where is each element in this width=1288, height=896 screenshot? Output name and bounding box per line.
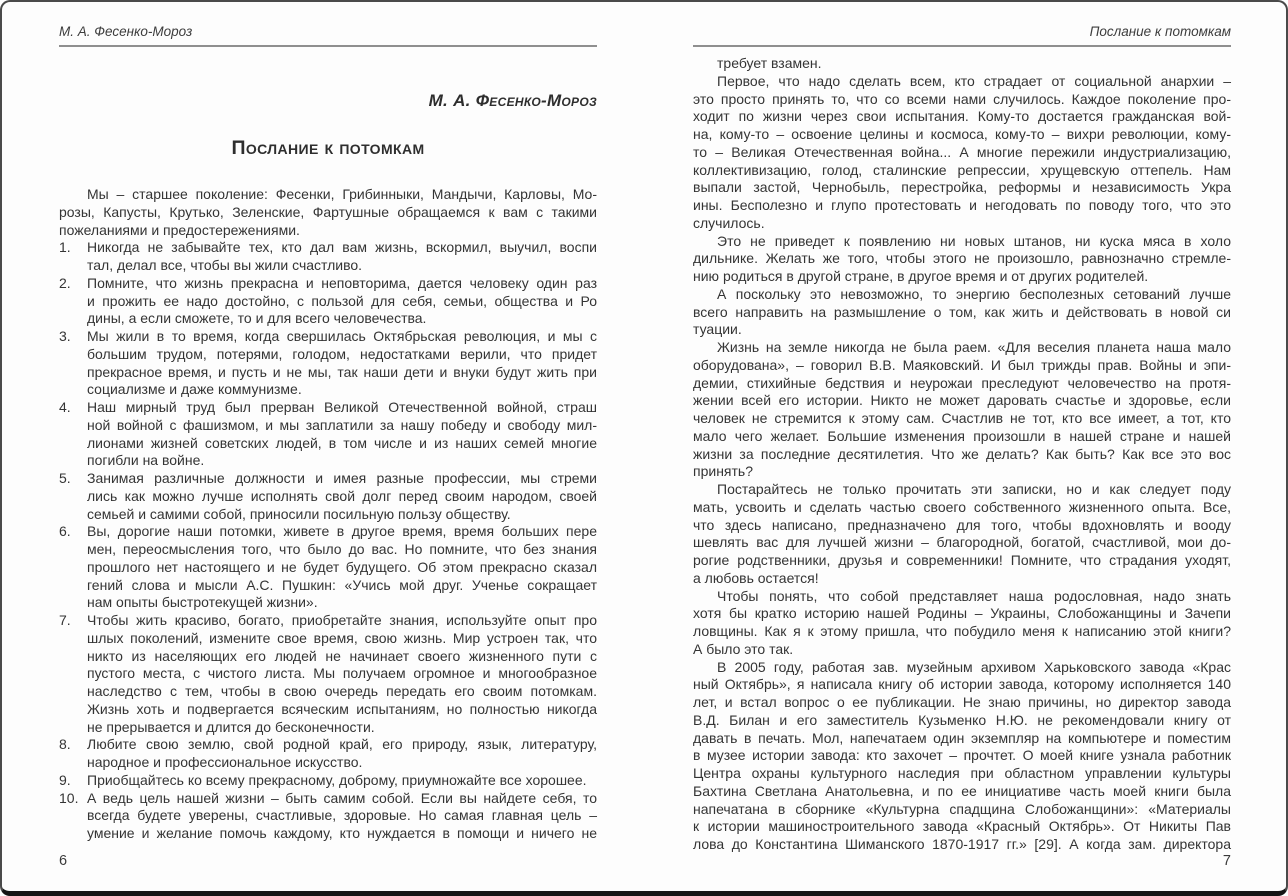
list-item-number: 6. <box>59 523 71 540</box>
list-item-number: 2. <box>59 274 71 291</box>
text-line: коллективизацию, голод, сталинские репрессии, хрущевскую оттепель. Нам <box>693 161 1231 178</box>
text-line: требует взамен. <box>717 55 822 71</box>
text-line: Жизнь хоть и подвергается всяческим испытаниям, но полностью никогда <box>87 700 597 717</box>
text-line: демии, стихийные бедствия и неурожаи преследуют человечество на протя- <box>693 374 1231 391</box>
text-line: А поскольку это невозможно, то энергию бесполезных сетований лучше <box>717 285 1231 302</box>
text-line: социализме и даже коммунизме. <box>87 381 302 398</box>
text-line: пожеланиями и предостережениями. <box>59 221 300 238</box>
text-line: лись как можно лучше исполнять свой долг перед своим народом, своей <box>87 487 597 504</box>
text-line: Постарайтесь не только прочитать эти записки, но и как следует поду <box>717 481 1231 497</box>
text-line: ходит по жизни через свои испытания. Кому-то достается гражданская вой- <box>693 108 1231 125</box>
text-line: а любовь остается! <box>693 569 819 586</box>
text-line: ины. Бесполезно и глупо протестовать и негодовать по поводу того, что это <box>693 197 1231 213</box>
text-line: жизни за последние десятилетия. Что же делать? Как быть? Как все это вос <box>693 445 1231 462</box>
text-line: хотя бы кратко историю нашей Родины – Украины, Слобожанщины и Зачепи <box>693 605 1231 622</box>
text-line: ной войной с фашизмом, и мы заплатили за нашу победу и свободу мил- <box>87 416 597 433</box>
text-line: А ведь цель нашей жизни – быть самим собой. Если вы найдете себя, то <box>87 789 597 806</box>
list-item <box>59 736 597 772</box>
page-left <box>2 2 644 891</box>
text-line: Чтобы понять, что собой представляет наша родословная, надо знать <box>717 587 1231 604</box>
text-line: А было это так. <box>693 640 794 657</box>
list-item-number: 7. <box>59 612 71 628</box>
list-item-number: 10. <box>59 789 79 806</box>
text-line: всегда будете уверены, счастливые, здоровые. Но самая главная цель – <box>87 807 597 824</box>
list-item-number: 1. <box>59 239 71 256</box>
text-line: прошлого нет настоящего и не будет будущего. Об этом прекрасно сказал <box>87 558 597 575</box>
text-line: Наш мирный труд был прерван Великой Отечественной войной, страш <box>87 399 597 415</box>
text-line: мен, переосмысления того, что было до вас. Но помните, что без знания <box>87 541 597 557</box>
text-line: наследство с тем, чтобы в свою очередь передать его своим потомкам. <box>87 683 597 699</box>
text-line: Центра охраны культурного наследия при областном управлении культуры <box>693 765 1231 781</box>
text-line: нам опыты быстротекущей жизни». <box>87 594 318 611</box>
text-line: шлых поколений, измените свое время, свою жизнь. Мир устроен так, что <box>87 629 597 646</box>
text-line: пустого места, с чистого листа. Мы получаем огромное и многообразное <box>87 665 597 682</box>
running-header-left-text: М. А. Фесенко-Мороз <box>59 24 193 39</box>
text-line: тал, делал все, чтобы вы жили счастливо. <box>87 257 363 273</box>
running-header-left <box>59 24 597 47</box>
text-line: Никогда не забывайте тех, кто дал вам жизнь, вскормил, выучил, воспи <box>87 239 597 256</box>
text-line: ный Октябрь», я написала книгу об истории завода, которому исполняется 140 <box>693 676 1231 693</box>
text-line: никто из населяющих его людей не начинает своего жизненного пути с <box>87 647 597 664</box>
text-line: большим трудом, потерями, голодом, недостатками верили, что придет <box>87 345 597 362</box>
text-line: Чтобы жить красиво, богато, приобретайте знания, используйте опыт про <box>87 612 597 628</box>
text-line: шевлять вас для лучшей жизни – благородной, богатой, счастливой, мои до- <box>693 534 1231 551</box>
text-line: В 2005 году, работая зав. музейным архивом Харьковского завода «Крас <box>717 658 1231 675</box>
list-item <box>59 328 597 399</box>
text-line: случилось. <box>693 214 765 231</box>
text-line: что здесь написано, предназначено для того, чтобы вдохновлять и вооду <box>693 516 1231 533</box>
text-line: прекрасное время, и пусть и не мы, так наши дети и внуки будут жить при <box>87 363 597 380</box>
text-line: Занимая различные должности и имея разные профессии, мы стреми <box>87 470 597 486</box>
list-item-number: 9. <box>59 771 71 788</box>
text-line: мать, усвоить и сделать частью своего собственного жизненного опыта. Все, <box>693 498 1231 515</box>
text-line: Любите свою землю, свой родной край, его природу, язык, литературу, <box>87 736 597 753</box>
text-line: розы, Капусты, Крутько, Зеленские, Фартушные обращаемся к вам с такими <box>59 203 597 220</box>
text-line: рогие родственники, друзья и современники! Помните, что страдания уходят, <box>693 552 1231 568</box>
list-item <box>59 523 597 612</box>
list-item <box>59 399 597 470</box>
text-line: всего направить на размышление о том, как жить и действовать в новой си <box>693 303 1231 320</box>
text-line: погибли на войне. <box>87 452 205 469</box>
running-header-right <box>693 24 1231 47</box>
text-line: оборудована», – говорил В.В. Маяковский. И был трижды прав. Войны и эпи- <box>693 356 1231 373</box>
text-line: лова до Константина Шиманского 1870-1917 гг.» [29]. А когда зам. директора <box>693 836 1231 852</box>
text-line: лионами жизней советских людей, в том числе и из наших семей многие <box>87 434 597 451</box>
text-line: не прерывается и длится до бесконечности. <box>87 718 375 735</box>
text-line: Мы жили в то время, когда свершилась Октябрьская революция, и мы с <box>87 328 597 344</box>
text-line: нию родиться в другой стране, в другое время и от других родителей. <box>693 268 1149 284</box>
text-line: принять? <box>693 463 753 480</box>
text-line: давать в печать. Мол, напечатаем один экземпляр на компьютере и поместим <box>693 729 1231 746</box>
text-line: выпали застой, Чернобыль, перестройка, реформы и независимость Укра <box>693 179 1231 196</box>
text-line: и прожить ее надо достойно, с пользой для себя, семьи, общества и Ро <box>87 292 597 309</box>
list-item <box>59 239 597 275</box>
text-line: лет, и встал вопрос о ее публикации. Не знаю причины, но директор завода <box>693 694 1231 710</box>
text-line: дильнике. Желать же того, чтобы этого не произошло, равнозначно стремле- <box>693 250 1231 267</box>
text-line: то – Великая Отечественная война... А многие пережили индустриализацию, <box>693 143 1231 160</box>
text-line: гений слова и мысли А.С. Пушкин: «Учись мой друг. Ученье сокращает <box>87 576 597 593</box>
text-line: мало чего желает. Большие изменения произошли в нашей стране и нашей <box>693 427 1231 444</box>
list-item-number: 5. <box>59 470 71 486</box>
right-page-body <box>693 55 1231 854</box>
text-line: дины, а если сможете, то и для всего человечества. <box>87 310 427 327</box>
page-number-left: 6 <box>59 853 68 869</box>
list-item <box>59 470 597 523</box>
list-item <box>59 275 597 328</box>
page-number-right: 7 <box>1222 853 1231 869</box>
text-line: жении всей его истории. Никто не может даровать счастье и здоровье, если <box>693 392 1231 409</box>
text-line: к истории машиностроительного завода «Красный Октябрь». От Никиты Пав <box>693 818 1231 835</box>
list-item-number: 4. <box>59 399 71 415</box>
text-line: Мы – старшее поколение: Фесенки, Грибинныки, Мандычи, Карловы, Мо- <box>87 186 597 202</box>
text-line: Жизнь на земле никогда не была раем. «Для веселия планета наша мало <box>717 339 1231 355</box>
running-header-right-text: Послание к потомкам <box>1089 24 1231 39</box>
author-name: М. А. Фесенко-Мороз <box>428 91 597 110</box>
left-page-body <box>59 186 597 843</box>
page-right <box>644 2 1286 891</box>
text-line: на, кому-то – освоение целины и космоса, кому-то – вихри революции, кому- <box>693 126 1231 142</box>
text-line: это просто принять то, что со всеми нами случилось. Каждое поколение про- <box>693 90 1231 107</box>
text-line: человек не стремится к этому сам. Счастлив не тот, кто все имеет, а тот, кто <box>693 410 1231 426</box>
text-line: напечатана в сборнике «Культурна спадщина Слобожанщини»: «Материалы <box>693 800 1231 817</box>
text-line: Это не приведет к появлению ни новых штанов, ни куска мяса в холо <box>717 232 1231 249</box>
list-item <box>59 772 597 790</box>
text-line: Приобщайтесь ко всему прекрасному, доброму, приумножайте все хорошее. <box>87 771 587 788</box>
text-line: Бахтина Светлана Анатольевна, и по ее инициативе часть моей книги была <box>693 782 1231 799</box>
list-item <box>59 790 597 843</box>
text-line: Помните, что жизнь прекрасна и неповторима, дается человеку один раз <box>87 274 597 291</box>
text-line: ловщины. Как я к этому пришла, что побудило меня к написанию этой книги? <box>693 623 1231 639</box>
chapter-title: Послание к потомкам <box>231 137 425 159</box>
text-line: В.Д. Билан и его заместитель Кузьменко Н.Ю. не рекомендовали книгу от <box>693 711 1231 728</box>
list-item-number: 8. <box>59 736 71 753</box>
text-line: Вы, дорогие наши потомки, живете в другое время, время больших пере <box>87 523 597 540</box>
text-line: народное и профессиональное искусство. <box>87 754 363 770</box>
list-item <box>59 612 597 736</box>
text-line: туации. <box>693 321 742 338</box>
text-line: Первое, что надо сделать всем, кто страдает от социальной анархии – <box>717 72 1231 89</box>
text-line: в музее истории завода: кто захочет – прочтет. О моей книге узнала работник <box>693 747 1231 764</box>
text-line: умение и желание помочь каждому, кто нуждается в помощи и ничего не <box>87 825 597 841</box>
text-line: семьей и самими собой, приносили посильную пользу обществу. <box>87 505 511 522</box>
list-item-number: 3. <box>59 328 71 344</box>
